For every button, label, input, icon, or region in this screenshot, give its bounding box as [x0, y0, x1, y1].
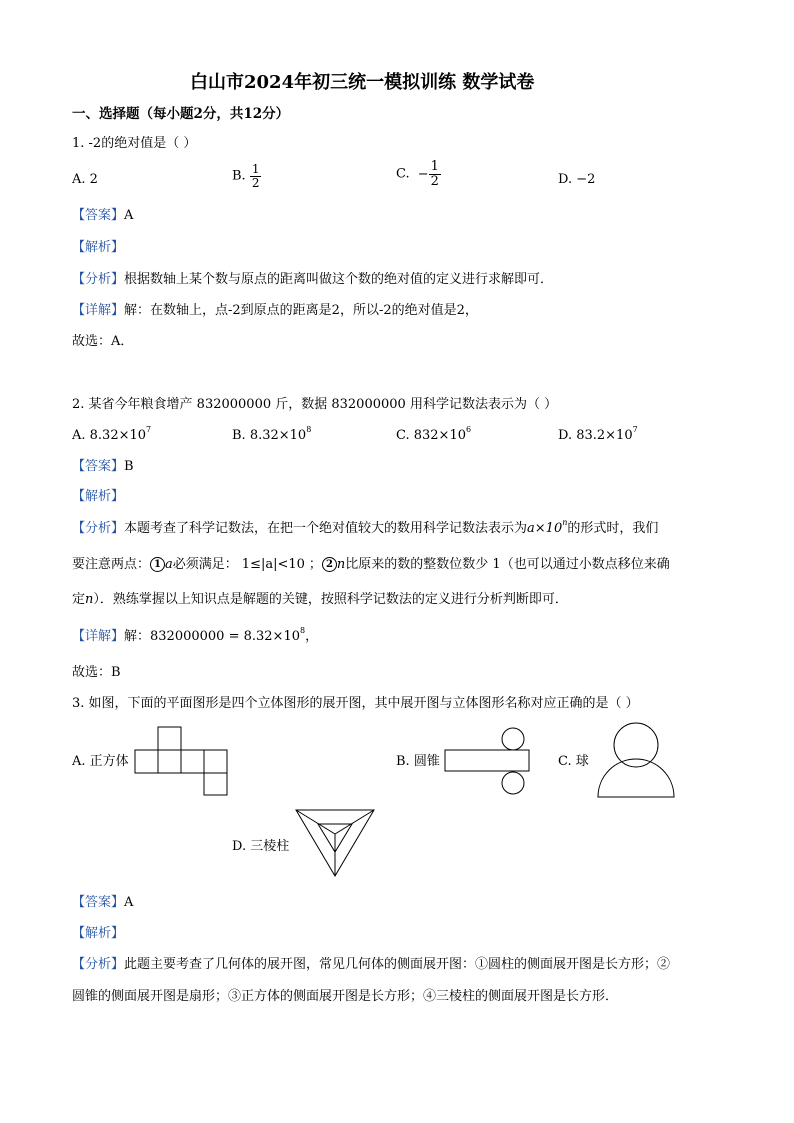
q2-option-b: B. $8.32\times 10^8$: [232, 425, 312, 443]
cylinder-net-bottom-circle: [502, 772, 524, 794]
q2-option-a: A. $8.32\times 10^7$: [72, 425, 152, 443]
cube-net-face: [158, 727, 181, 750]
q2-option-d: D. $83.2\times 10^7$: [558, 425, 638, 443]
q3-fenxi-line1: 【分析】此题主要考查了几何体的展开图，常见几何体的侧面展开图：①圆柱的侧面展开图是长方形；②: [72, 957, 671, 972]
q2-fenxi-line1: 【分析】本题考查了科学记数法，在把一个绝对值较大的数用科学记数法表示为$a\times 10^n$的形式时，我们: [72, 518, 659, 536]
q2-analysis-tag: 【解析】: [72, 489, 125, 504]
prism-net-figure: [294, 808, 376, 880]
q2-fenxi-line2: 要注意两点： 1 a必须满足： 1≤|a|<10 ； 2 n比原来的数的整数位数少 1（也可以通过小数点移位来确: [72, 557, 670, 572]
sphere-figure-circle: [614, 723, 658, 767]
q1-guxuan: 故选：A．: [72, 334, 134, 349]
cylinder-net-figure: [444, 726, 534, 798]
q3-answer: 【答案】A: [72, 895, 134, 910]
cube-net-face: [204, 750, 227, 773]
circled-number-1: 1: [150, 557, 165, 572]
cylinder-net-rectangle: [445, 750, 529, 771]
q2-xiangjie: 【详解】解：$832000000 = 8.32\times 10^8$，: [72, 626, 319, 644]
cube-net-figure: [134, 726, 234, 796]
q3-analysis-tag: 【解析】: [72, 926, 125, 941]
cube-net-face: [135, 750, 158, 773]
cube-net-face: [204, 773, 227, 795]
section-heading: 一、选择题（每小题2分，共12分）: [72, 106, 290, 122]
q1-option-c: C. − $\frac{1}{2}$: [396, 159, 439, 189]
circled-number-2: 2: [322, 557, 337, 572]
q3-option-d: D. 三棱柱: [232, 839, 290, 854]
q1-option-b-label: B.: [232, 168, 246, 184]
q2-stem: 2. 某省今年粮食增产 832000000 斤，数据 832000000 用科学记数法表示为（ ）: [72, 397, 558, 412]
cylinder-net-top-circle: [502, 728, 524, 750]
q3-option-c: C. 球: [558, 754, 589, 769]
prism-net-fold: [335, 810, 374, 834]
q1-answer: 【答案】A: [72, 208, 134, 223]
q1-analysis-tag: 【解析】: [72, 240, 125, 255]
q2-guxuan: 故选：B: [72, 665, 121, 680]
cube-net-face: [181, 750, 204, 773]
q2-option-c: C. $832\times 10^6$: [396, 425, 472, 443]
sphere-figure-sector: [598, 759, 674, 797]
q1-option-d: D. −2: [558, 172, 596, 187]
q3-fenxi-line2: 圆锥的侧面展开图是扇形；③正方体的侧面展开图是长方形；④三棱柱的侧面展开图是长方形．: [72, 989, 619, 1004]
q1-option-a: A. 2: [72, 172, 98, 187]
q3-stem: 3. 如图，下面的平面图形是四个立体图形的展开图，其中展开图与立体图形名称对应正确的是（ ）: [72, 696, 639, 711]
q1-xiangjie: 【详解】解：在数轴上，点-2到原点的距离是2，所以-2的绝对值是2，: [72, 303, 478, 318]
q2-answer: 【答案】B: [72, 459, 134, 474]
sphere-figure: [596, 722, 676, 798]
q1-option-c-fraction: $\frac{1}{2}$: [430, 159, 439, 189]
page-title: 白山市2024年初三统一模拟训练 数学试卷: [190, 72, 535, 93]
cube-net-face: [158, 750, 181, 773]
q1-option-b: [232, 163, 261, 189]
q1-option-b-fraction: $\frac{1}{2}$: [251, 162, 260, 190]
q3-option-a: A. 正方体: [72, 754, 129, 769]
q1-stem: 1. -2的绝对值是（ ）: [72, 136, 197, 151]
q1-fenxi: 【分析】根据数轴上某个数与原点的距离叫做这个数的绝对值的定义进行求解即可．: [72, 272, 554, 287]
prism-net-fold: [296, 810, 335, 834]
q3-option-b: B. 圆锥: [396, 754, 440, 769]
q2-fenxi-line3: 定n）．熟练掌握以上知识点是解题的关键，按照科学记数法的定义进行分析判断即可．: [72, 592, 568, 607]
